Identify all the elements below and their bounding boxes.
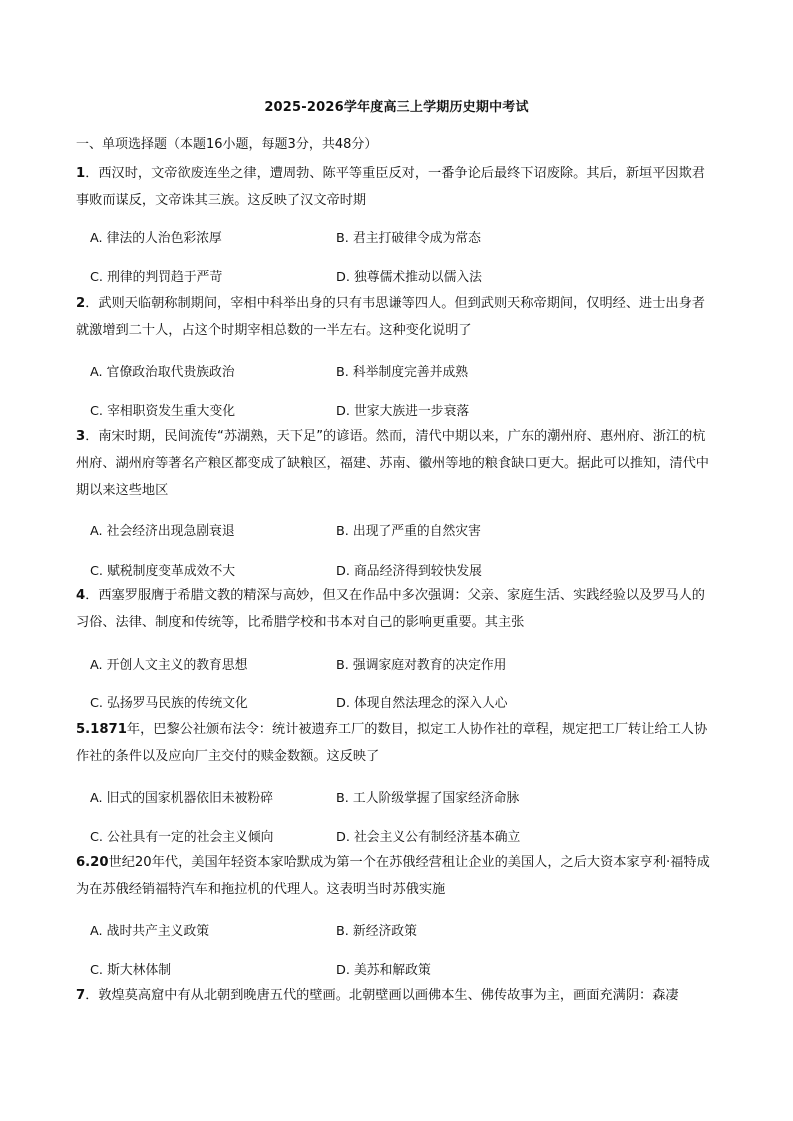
option-d[interactable]: D. 体现自然法理念的深入人心: [336, 696, 508, 711]
question-text: ．南宋时期，民间流传“苏湖熟，天下足”的谚语。然而，清代中期以来，广东的潮州府、惠州府、浙江的杭州府、湖州府等著名产粮区都变成了缺粮区，福建、苏南、徽州等地的粮食缺口更大。据此可以推知，清代中期以来这些地区: [76, 429, 709, 498]
question-text: ．武则天临朝称制期间，宰相中科举出身的只有韦思谦等四人。但到武则天称帝期间，仅明经、进士出身者就激增到二十人，占这个时期宰相总数的一半左右。这种变化说明了: [76, 296, 705, 338]
option-c[interactable]: C. 斯大林体制: [90, 963, 172, 978]
option-b[interactable]: B. 工人阶级掌握了国家经济命脉: [336, 791, 520, 806]
option-c[interactable]: C. 刑律的判罚趋于严苛: [90, 270, 223, 285]
option-a[interactable]: A. 开创人文主义的教育思想: [90, 658, 248, 673]
question-3: [76, 423, 716, 504]
question-number: 4: [76, 588, 86, 603]
question-number: 2: [76, 296, 86, 311]
option-b[interactable]: B. 科举制度完善并成熟: [336, 365, 469, 380]
option-a[interactable]: A. 律法的人治色彩浓厚: [90, 231, 222, 246]
question-number: 1: [76, 166, 86, 181]
option-a[interactable]: A. 战时共产主义政策: [90, 924, 210, 939]
option-b[interactable]: B. 君主打破律令成为常态: [336, 231, 481, 246]
option-d[interactable]: D. 美苏和解政策: [336, 963, 431, 978]
option-d[interactable]: D. 商品经济得到较快发展: [336, 564, 482, 579]
question-6: [76, 849, 716, 903]
option-a[interactable]: A. 社会经济出现急剧衰退: [90, 524, 235, 539]
question-text: ．西塞罗服膺于希腊文教的精深与高妙，但又在作品中多次强调：父亲、家庭生活、实践经验以及罗马人的习俗、法律、制度和传统等，比希腊学校和书本对自己的影响更重要。其主张: [76, 588, 705, 630]
section-heading: 一、单项选择题（本题16小题，每题3分，共48分）: [76, 137, 378, 152]
option-d[interactable]: D. 世家大族进一步衰落: [336, 404, 470, 419]
option-d[interactable]: D. 独尊儒术推动以儒入法: [336, 270, 482, 285]
page-title: 2025-2026学年度高三上学期历史期中考试: [264, 100, 529, 115]
question-number: 6.20: [76, 855, 109, 870]
question-7: [76, 982, 716, 1009]
question-text: 年，巴黎公社颁布法令：统计被遗弃工厂的数目，拟定工人协作社的章程，规定把工厂转让给工人协作社的条件以及应向厂主交付的赎金数额。这反映了: [76, 722, 708, 764]
question-number: 7: [76, 988, 86, 1003]
question-text: ．西汉时，文帝欲废连坐之律，遭周勃、陈平等重臣反对，一番争论后最终下诏废除。其后，新垣平因欺君事败而谋反，文帝诛其三族。这反映了汉文帝时期: [76, 166, 705, 208]
option-a[interactable]: A. 官僚政治取代贵族政治: [90, 365, 235, 380]
option-b[interactable]: B. 强调家庭对教育的决定作用: [336, 658, 507, 673]
option-a[interactable]: A. 旧式的国家机器依旧未被粉碎: [90, 791, 274, 806]
question-text: 世纪20年代，美国年轻资本家哈默成为第一个在苏俄经营租让企业的美国人，之后大资本家亨利·福特成为在苏俄经销福特汽车和拖拉机的代理人。这表明当时苏俄实施: [76, 855, 710, 897]
question-5: [76, 716, 716, 770]
question-1: [76, 160, 716, 214]
option-b[interactable]: B. 出现了严重的自然灾害: [336, 524, 481, 539]
option-c[interactable]: C. 公社具有一定的社会主义倾向: [90, 830, 274, 845]
question-number: 3: [76, 429, 86, 444]
question-2: [76, 290, 716, 344]
option-b[interactable]: B. 新经济政策: [336, 924, 417, 939]
option-c[interactable]: C. 宰相职资发生重大变化: [90, 404, 236, 419]
question-number: 5.1871: [76, 722, 127, 737]
option-c[interactable]: C. 弘扬罗马民族的传统文化: [90, 696, 248, 711]
option-c[interactable]: C. 赋税制度变革成效不大: [90, 564, 236, 579]
question-4: [76, 582, 716, 636]
question-text: ．敦煌莫高窟中有从北朝到晚唐五代的壁画。北朝壁画以画佛本生、佛传故事为主，画面充满阴：森凄: [85, 988, 679, 1003]
option-d[interactable]: D. 社会主义公有制经济基本确立: [336, 830, 521, 845]
